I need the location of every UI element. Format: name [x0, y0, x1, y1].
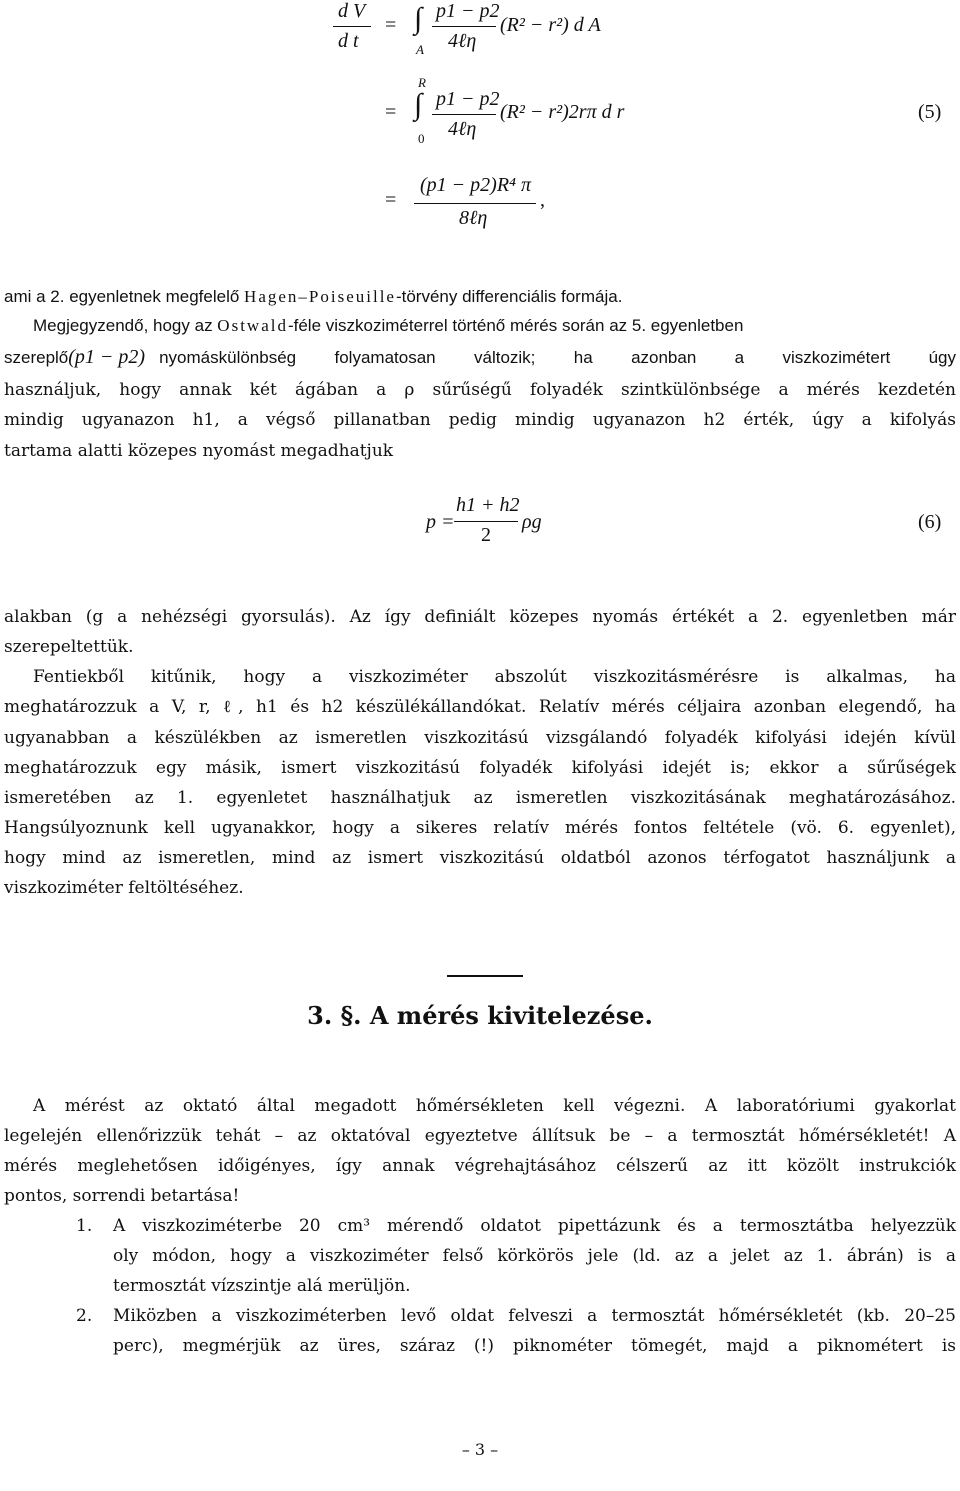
eq6-tail: ρg [522, 511, 542, 533]
para2-line-9: hogy mind az ismeretlen, mind az ismert viszkozitású oldatból azonos térfogatot használjunk a [4, 848, 956, 868]
section-divider [447, 975, 523, 977]
integral-sign-1: ∫ [414, 2, 423, 35]
integral-sign-2: ∫ [414, 88, 423, 121]
eq6-fraction-line [454, 521, 518, 522]
eq5-lhs-fraction-line [333, 26, 371, 27]
eq5-row2-upper-limit: R [418, 75, 426, 90]
eq6-denominator: 2 [481, 524, 491, 546]
eq6-numerator: h1 + h2 [456, 494, 520, 516]
eq6-lhs: p = [426, 511, 455, 533]
list-item-line-1: Miközben a viszkoziméterben levő oldat felveszi a termosztát hőmérsékletét (kb. 20–25 [113, 1306, 956, 1326]
para2-line-7: ismeretében az 1. egyenletet használhatjuk az ismeretlen viszkozitásának meghatározásához. [4, 788, 956, 808]
list-item-number: 2. [76, 1306, 93, 1326]
eq5-row3-denominator: 8ℓη [459, 207, 488, 229]
eq5-row1-lower-limit: A [416, 42, 424, 57]
eq5-number: (5) [918, 101, 942, 123]
para2-line-4: meghatározzuk a V, r, ℓ, h1 és h2 készülékállandókat. Relatív mérés céljaira azonban elegendő, ha [4, 697, 956, 717]
list-item-line-2: perc), megmérjük az üres, száraz (!) piknométer tömegét, majd a piknométert is [113, 1336, 956, 1356]
para3-line-4: pontos, sorrendi betartása! [4, 1186, 240, 1206]
para2-line-6: meghatározzuk egy másik, ismert viszkozitású folyadék kifolyási idejét is; ekkor a sűrűségek [4, 758, 956, 778]
para2-line-1: alakban (g a nehézségi gyorsulás). Az így definiált közepes nyomás értékét a 2. egyenletben már [4, 607, 956, 627]
para3-line-2: legelején ellenőrizzük tehát – az oktatóval egyeztetve állítsuk be – a termosztát hőmérsékletét! A [4, 1126, 956, 1146]
eq6-number: (6) [918, 511, 942, 533]
eq5-lhs-denominator: d t [338, 30, 359, 52]
list-item-line-2: oly módon, hogy a viszkoziméter felső körkörös jele (ld. az a jelet az 1. ábrán) is a [113, 1246, 956, 1266]
eq5-row2-numerator: p1 − p2 [436, 88, 500, 110]
para3-line-1: A mérést az oktató által megadott hőmérsékleten kell végezni. A laboratóriumi gyakorlat [33, 1096, 956, 1116]
para2-line-8: Hangsúlyoznunk kell ugyanakkor, hogy a sikeres relatív mérés fontos feltétele (vö. 6. egyenlet), [4, 818, 956, 838]
para1-line-3: szereplő (p1 − p2) nyomáskülönbség folyamatosan változik; ha azonban a viszkozimétert úgy [4, 346, 956, 368]
para2-line-10: viszkoziméter feltöltéséhez. [4, 878, 244, 898]
eq5-equals-2: = [385, 101, 397, 123]
para2-line-5: ugyanabban a készülékben az ismeretlen viszkozitású vizsgálandó folyadék kifolyási idején kívül [4, 728, 956, 748]
eq5-row1-tail: (R² − r²) d A [500, 14, 601, 36]
eq5-row3-tail: , [540, 189, 545, 211]
para2-line-3: Fentiekből kitűnik, hogy a viszkoziméter abszolút viszkozitásmérésre is alkalmas, ha [33, 667, 956, 687]
list-item-number: 1. [76, 1216, 93, 1236]
eq5-row2-lower-limit: 0 [418, 131, 425, 146]
para1-line-4: használjuk, hogy annak két ágában a ρ sűrűségű folyadék szintkülönbsége a mérés kezdetén [4, 380, 956, 400]
eq5-row2-tail: (R² − r²)2rπ d r [500, 101, 625, 123]
list-item-line-1: A viszkoziméterbe 20 cm³ mérendő oldatot pipettázunk és a termosztátba helyezzük [113, 1216, 956, 1236]
para3-line-3: mérés meglehetősen időigényes, így annak végrehajtásához célszerű az itt közölt instrukciók [4, 1156, 956, 1176]
para1-line-6: tartama alatti közepes nyomást megadhatjuk [4, 441, 394, 461]
eq5-row2-denominator: 4ℓη [448, 118, 477, 140]
eq5-row3-fraction-line [414, 203, 536, 204]
eq5-row3-numerator: (p1 − p2)R⁴ π [420, 174, 532, 196]
para1-line-2: Megjegyzendő, hogy az Ostwald-féle viszkoziméterrel történő mérés során az 5. egyenletben [33, 316, 744, 335]
para2-line-2: szerepeltettük. [4, 637, 134, 657]
eq5-row1-fraction-line [432, 26, 496, 27]
eq5-equals-3: = [385, 189, 397, 211]
eq5-lhs-numerator: d V [338, 0, 366, 22]
eq5-row1-numerator: p1 − p2 [436, 0, 500, 22]
eq5-equals-1: = [385, 14, 397, 36]
eq5-row2-fraction-line [432, 114, 496, 115]
eq5-row1-denominator: 4ℓη [448, 30, 477, 52]
para1-line-1: ami a 2. egyenletnek megfelelő Hagen–Poiseuille-törvény differenciális formája. [4, 287, 623, 306]
page-number: – 3 – [461, 1440, 499, 1459]
list-item-line-3: termosztát vízszintje alá merüljön. [113, 1276, 411, 1296]
para1-line-5: mindig ugyanazon h1, a végső pillanatban pedig mindig ugyanazon h2 érték, úgy a kifolyás [4, 410, 956, 430]
section-heading: 3. §. A mérés kivitelezése. [307, 1001, 653, 1030]
